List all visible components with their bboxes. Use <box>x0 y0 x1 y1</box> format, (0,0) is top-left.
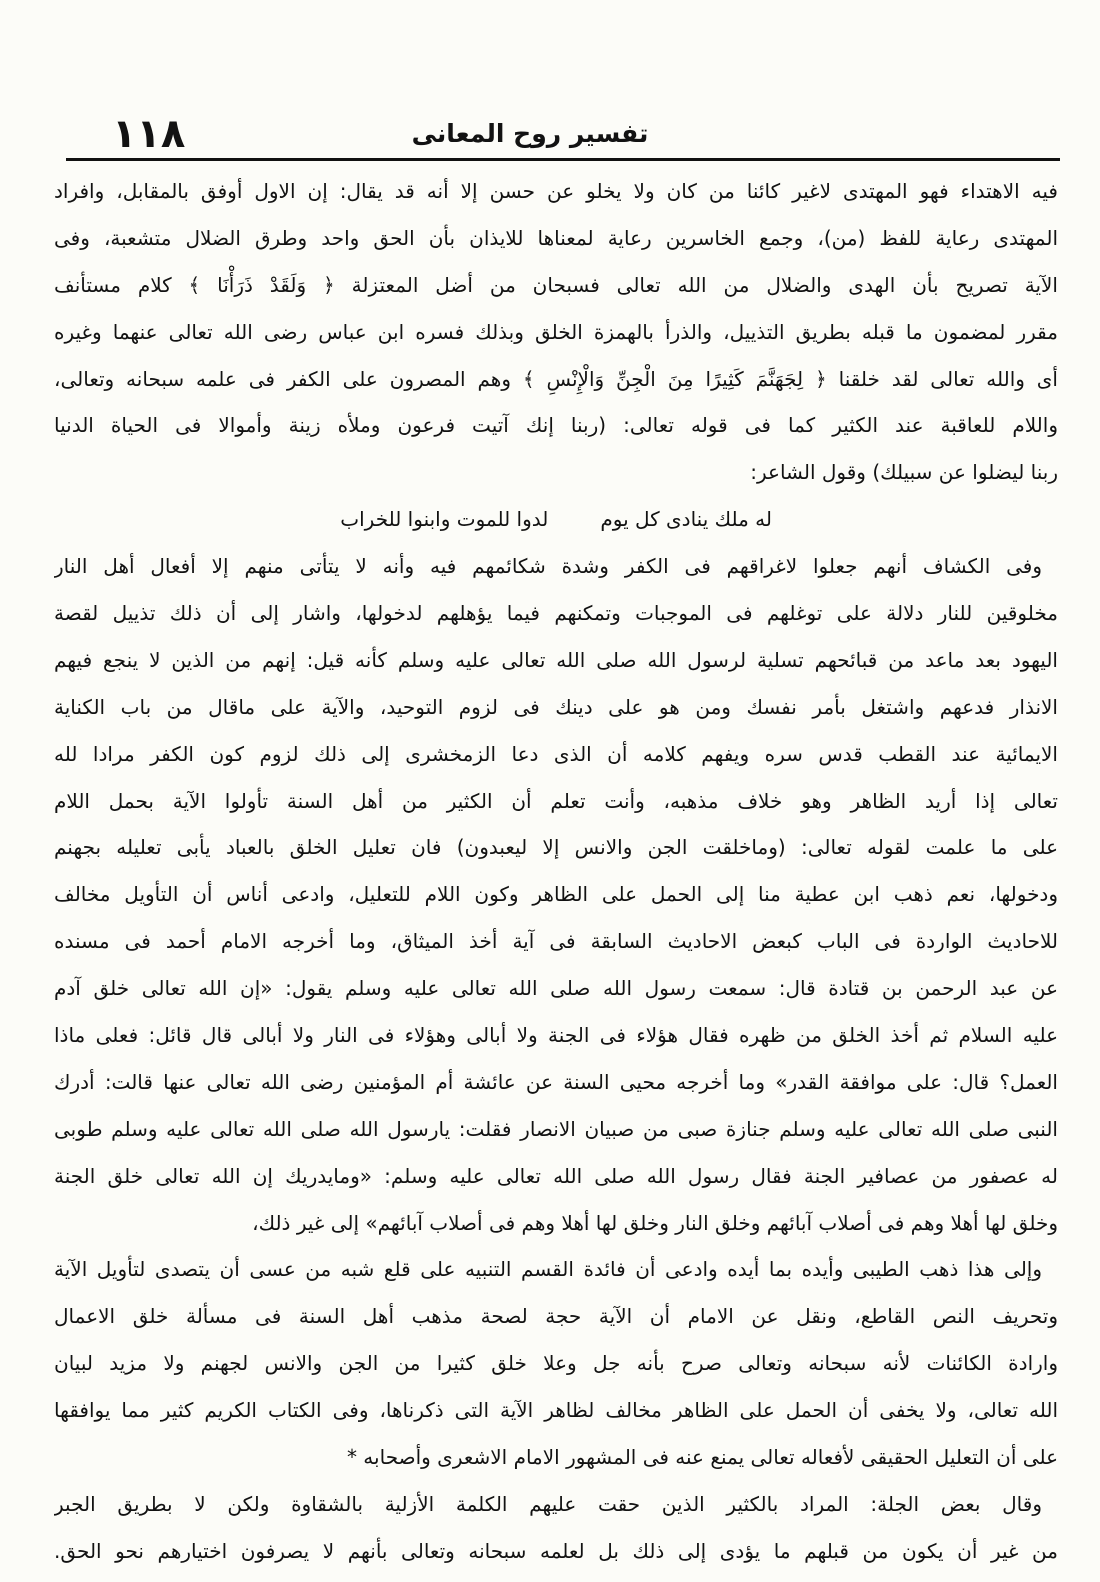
text-line: من غير أن يكون من قبلهم ما يؤدى إلى ذلك بل لعلمه سبحانه وتعالى بأنهم لا يصرفون اختيارهم نحو الحق. <box>54 1538 1058 1563</box>
header-rule <box>66 158 1060 161</box>
text-body <box>54 168 1058 1576</box>
text-line: ربنا ليضلوا عن سبيلك) وقول الشاعر: <box>750 460 1058 485</box>
text-line: ودخولها، نعم ذهب ابن عطية منا إلى الحمل على الظاهر وكون اللام للتعليل، وادعى أناس أن التأويل مخالف <box>54 882 1058 907</box>
text-line: المهتدى رعاية للفظ (من)، وجمع الخاسرين رعاية لمعناها للايذان بأن الحق واحد وطرق الضلال متشعبة، وفى <box>54 225 1058 250</box>
text-line: على أن التعليل الحقيقى لأفعاله تعالى يمنع عنه فى المشهور الامام الاشعرى وأصحابه * <box>346 1445 1058 1470</box>
paragraph-start-line: وإلى هذا ذهب الطيبى وأيده بما أيده وادعى أن فائدة القسم التنبيه على قلع شبه من عسى أن يتصدى لتأويل الآية <box>54 1257 1042 1282</box>
running-title: تفسير روح المعانى <box>411 119 649 148</box>
text-line: الله تعالى، ولا يخفى أن الحمل على الظاهر مخالف لظاهر الآية التى ذكرناها، وفى الكتاب الكريم كثير مما يوافقها <box>54 1398 1058 1423</box>
text-line: وتحريف النص القاطع، ونقل عن الامام أن الآية حجة لصحة مذهب أهل السنة فى مسألة خلق الاعمال <box>54 1304 1058 1329</box>
text-line: الآية تصريح بأن الهدى والضلال من الله تعالى فسبحان من أضل المعتزلة ﴿ وَلَقَدْ ذَرَأْنَا ﴾ كلام مستأنف <box>54 272 1058 297</box>
paragraph-start-line: وقال بعض الجلة: المراد بالكثير الذين حقت عليهم الكلمة الأزلية بالشقاوة ولكن لا بطريق الجبر <box>54 1491 1042 1516</box>
text-line: مقرر لمضمون ما قبله بطريق التذييل، والذرأ بالهمزة الخلق وبذلك فسره ابن عباس رضى الله تعالى عنهما وغيره <box>54 319 1058 344</box>
text-line: أى والله تعالى لقد خلقنا ﴿ لِجَهَنَّمَ كَثِيرًا مِنَ الْجِنِّ وَالْإِنْسِ ﴾ وهم المصرون على الكفر فى علمه سبحانه وتعالى، <box>54 366 1058 391</box>
verse-first-hemistich: له ملك ينادى كل يوم <box>600 507 772 532</box>
text-line: العمل؟ قال: على موافقة القدر» وما أخرجه محيى السنة عن عائشة أم المؤمنين رضى الله تعالى عنها قالت: أدرك <box>54 1069 1058 1094</box>
text-line: مخلوقين للنار دلالة على توغلهم فى الموجبات وتمكنهم فيما يؤهلهم لدخولها، واشار إلى أن ذلك تذييل لقصة <box>54 601 1058 626</box>
text-line: الايمائية عند القطب قدس سره ويفهم كلامه أن الذى دعا الزمخشرى إلى ذلك لزوم كون الكفر مرادا لله <box>54 741 1058 766</box>
text-line: عليه السلام ثم أخذ الخلق من ظهره فقال هؤلاء فى الجنة ولا أبالى وهؤلاء فى النار ولا أبالى قال قائل: فعلى ماذا <box>54 1023 1058 1048</box>
paragraph-start-line: وفى الكشاف أنهم جعلوا لاغراقهم فى الكفر وشدة شكائمهم فيه وأنه لا يتأتى منهم إلا أفعال أهل النار <box>54 554 1042 579</box>
text-line: له عصفور من عصافير الجنة فقال رسول الله صلى الله تعالى عليه وسلم: «ومايدريك إن الله تعالى خلق الجنة <box>54 1163 1058 1188</box>
page-number: ١١٨ <box>112 111 186 157</box>
text-line: وارادة الكائنات لأنه سبحانه وتعالى صرح بأنه جل وعلا خلق كثيرا من الجن والانس لجهنم ولا مزيد لبيان <box>54 1351 1058 1376</box>
text-line: على ما علمت لقوله تعالى: (وماخلقت الجن والانس إلا ليعبدون) فان تعليل الخلق بالعباد يأبى تعليله بجهنم <box>54 835 1058 860</box>
text-line: الانذار فدعهم واشتغل بأمر نفسك ومن هو على دينك فى لزوم التوحيد، والآية على ماقال من باب الكناية <box>54 694 1058 719</box>
text-line: وخلق لها أهلا وهم فى أصلاب آبائهم وخلق النار وخلق لها أهلا وهم فى أصلاب آبائهم» إلى غير ذلك، <box>252 1210 1058 1235</box>
text-line: اليهود بعد ماعد من قبائحهم تسلية لرسول الله صلى الله تعالى عليه وسلم كأنه قيل: إنهم من الذين لا ينجع فيهم <box>54 647 1058 672</box>
text-line: النبى صلى الله تعالى عليه وسلم جنازة صبى من صبيان الانصار فقلت: يارسول الله صلى الله تعالى عليه وسلم طوبى <box>54 1116 1058 1141</box>
text-line: للاحاديث الواردة فى الباب كبعض الاحاديث السابقة فى آية أخذ الميثاق، وما أخرجه الامام أحمد فى مسنده <box>54 929 1058 954</box>
text-line: عن عبد الرحمن بن قتادة قال: سمعت رسول الله صلى الله تعالى عليه وسلم يقول: «إن الله تعالى خلق آدم <box>54 976 1058 1001</box>
text-line: واللام للعاقبة عند الكثير كما فى قوله تعالى: (ربنا إنك آتيت فرعون وملأه زينة وأموالا فى الحياة الدنيا <box>54 413 1058 438</box>
verse-second-hemistich: لدوا للموت وابنوا للخراب <box>340 507 549 532</box>
text-line: فيه الاهتداء فهو المهتدى لاغير كائنا من كان ولا يخلو عن حسن إلا أنه قد يقال: إن الاول أوفق بالمقابل، وافراد <box>54 179 1058 203</box>
text-line: تعالى إذا أريد الظاهر وهو خلاف مذهبه، وأنت تعلم أن الكثير من أهل السنة تأولوا الآية بحمل اللام <box>54 788 1058 813</box>
poetry-verse <box>54 496 1058 543</box>
